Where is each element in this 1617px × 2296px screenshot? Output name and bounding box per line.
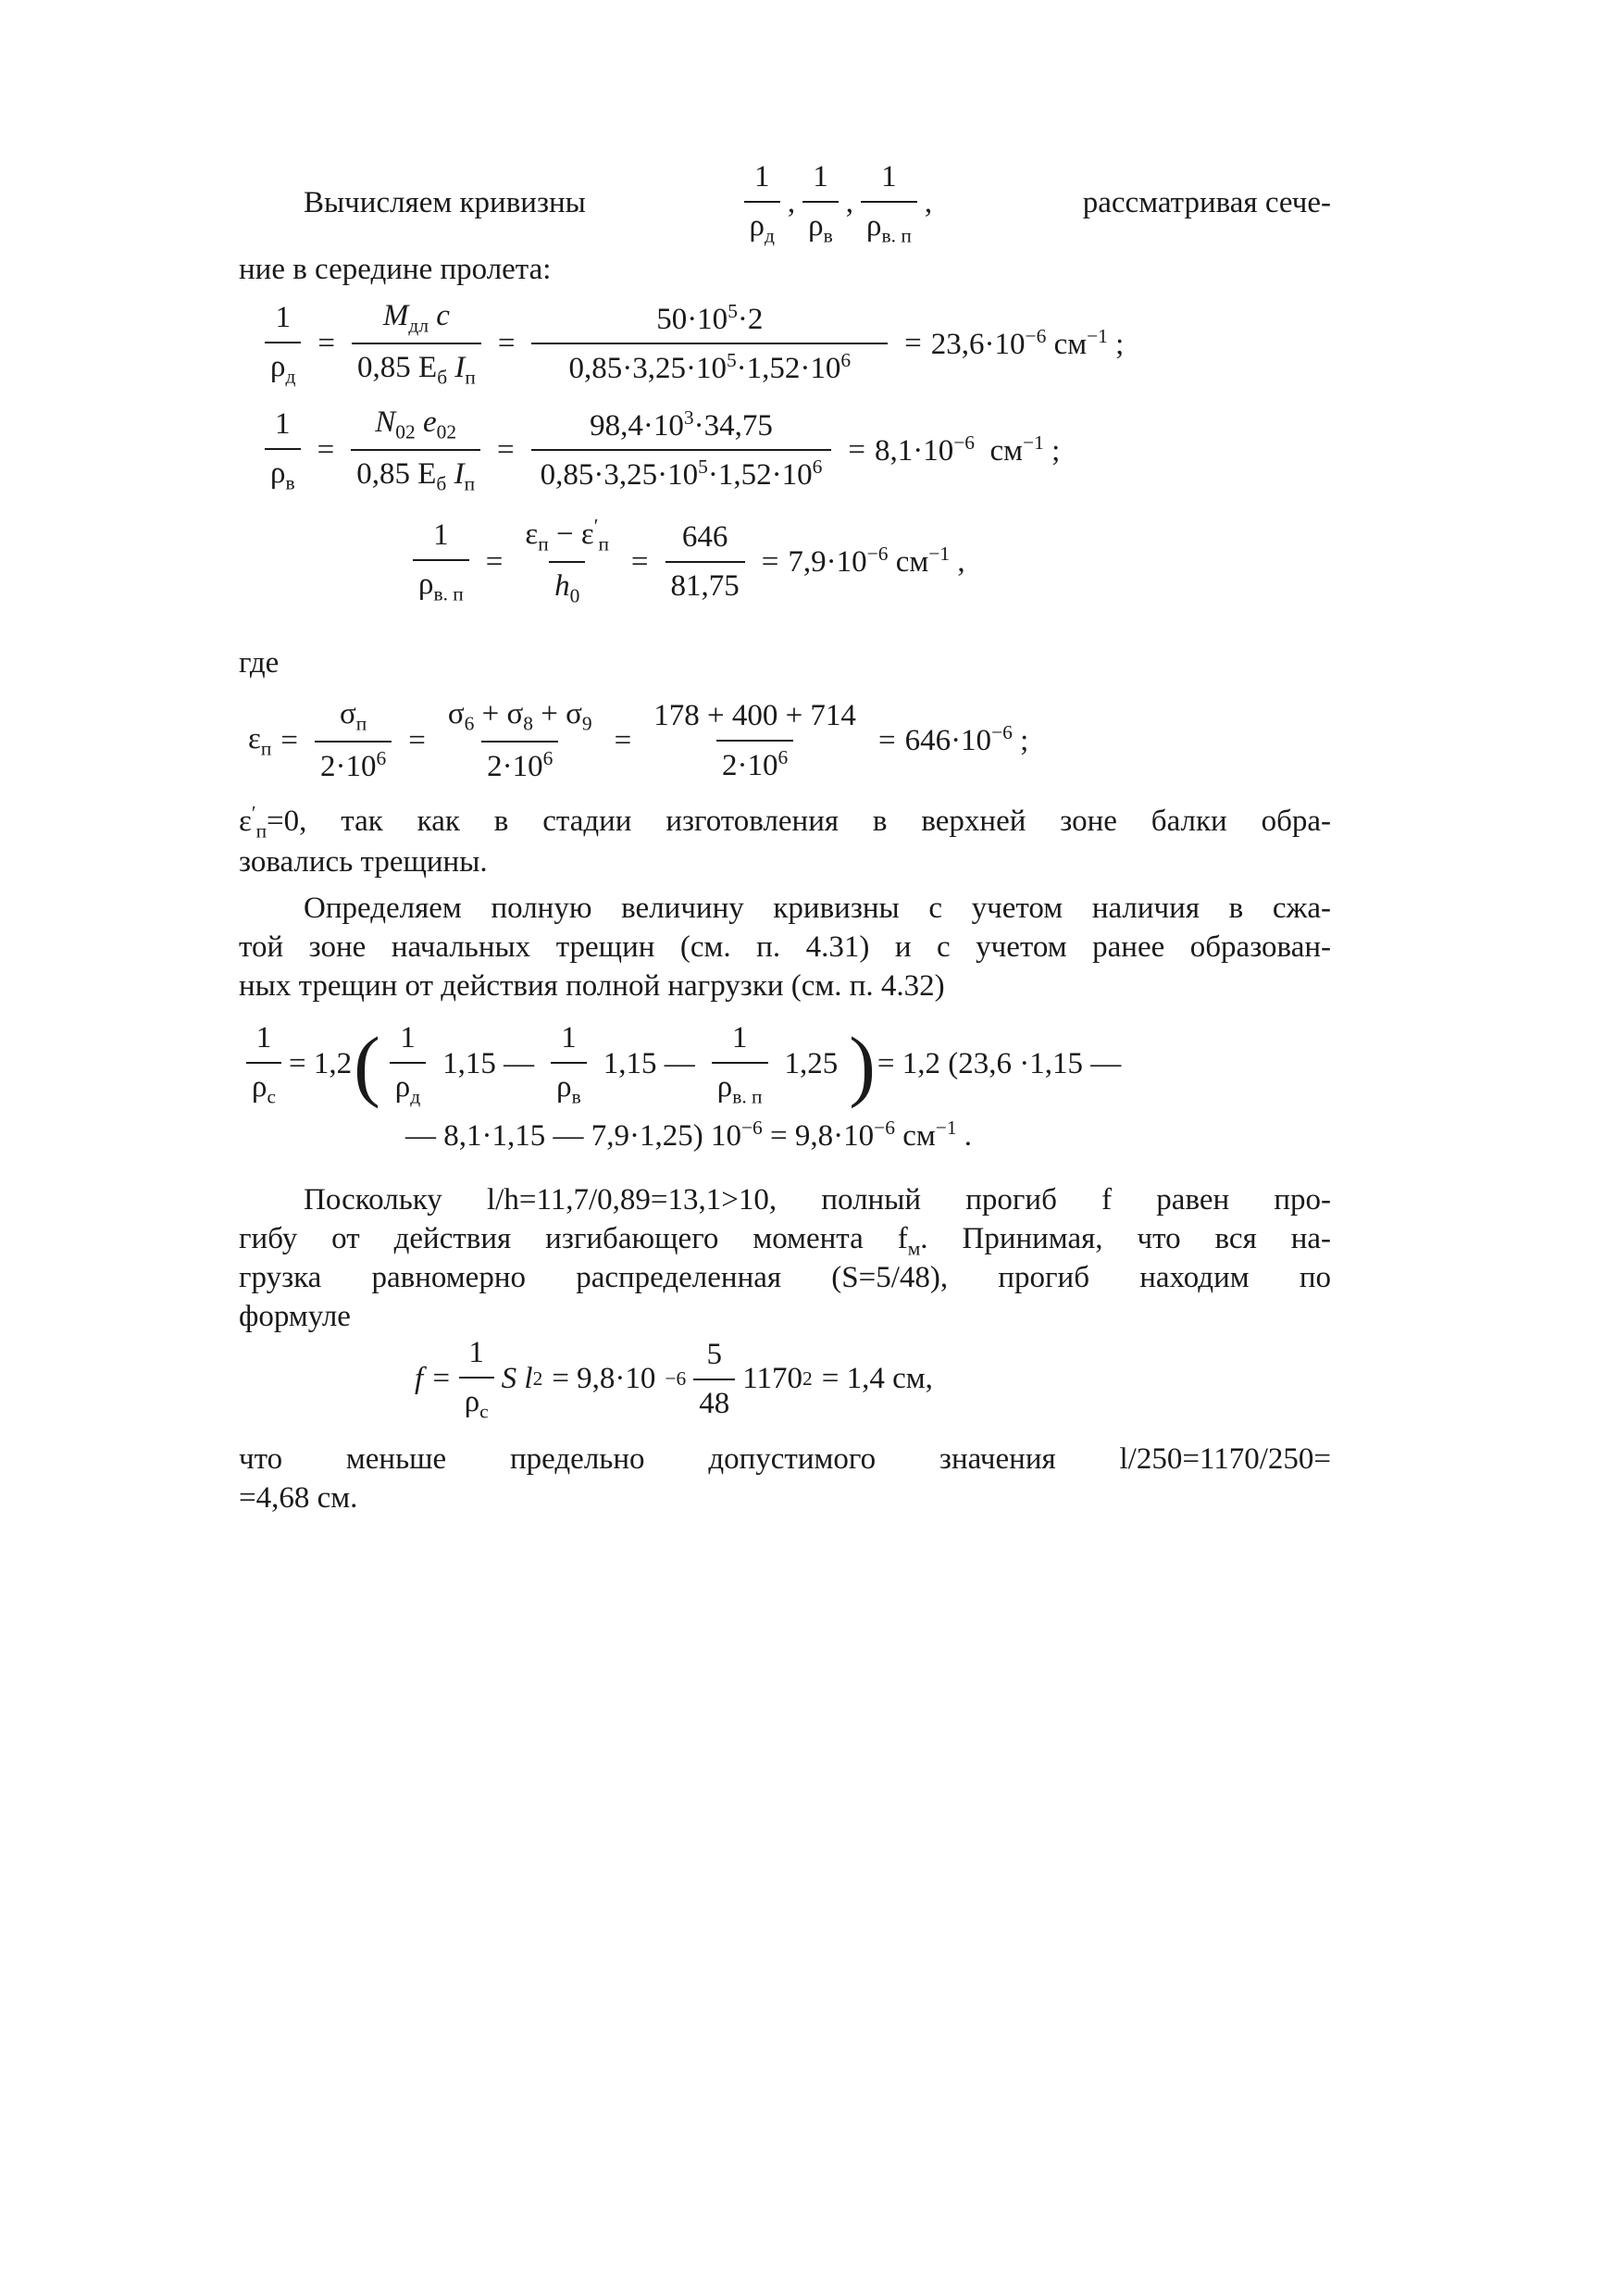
frac-num: 1: [400, 1021, 416, 1054]
frac-den: 48: [693, 1379, 735, 1424]
den-part: ·1,52·10: [707, 458, 813, 493]
rho-subscript: в: [571, 1085, 581, 1108]
eccentricity-subscript: 02: [436, 420, 457, 443]
p2-line2: той зоне начальных трещин (см. п. 4.31) и с учетом ранее образован-: [239, 930, 1331, 964]
exponent: −1: [928, 543, 951, 566]
eq3-symbolic: [519, 514, 615, 610]
p2-line3: ных трещин от действия полной нагрузки (см. п. 4.32): [239, 969, 945, 1003]
eq2-result: [875, 430, 1060, 471]
num-part: 50·10: [656, 302, 728, 336]
note-line2: зовались трещины.: [239, 845, 488, 879]
stress-plus: + σ: [532, 697, 582, 730]
exponent: −6: [740, 1117, 763, 1139]
inertia-symbol: I: [447, 351, 466, 385]
strain-symbol: ε: [248, 721, 261, 755]
equals-sign: =: [848, 433, 865, 468]
punctuation: ;: [1115, 327, 1125, 361]
eq5-lhs: [246, 1018, 281, 1110]
equation-curvature-d: [257, 296, 1124, 392]
stress-subscript: 6: [464, 712, 475, 735]
strain-subscript: п: [538, 532, 549, 555]
multiplier: 1,15 —: [603, 1047, 695, 1081]
eq5-line2: [405, 1116, 972, 1156]
exponent: 6: [777, 745, 789, 768]
punctuation: ;: [1051, 433, 1061, 468]
moment-symbol: M: [382, 299, 409, 332]
exponent: 6: [840, 349, 852, 372]
frac-num: 1: [255, 1021, 272, 1054]
p3-line1: Поскольку l/h=11,7/0,89=13,1>10, полный прогиб f равен про-: [304, 1183, 1331, 1217]
strain-minus: − ε: [548, 518, 594, 551]
frac-den: [712, 1062, 768, 1110]
frac-num: 1: [731, 1021, 748, 1054]
rho-subscript: д: [285, 365, 296, 388]
frac-den: [861, 201, 917, 249]
unit: см: [1053, 327, 1088, 361]
frac-num: 178 + 400 + 714: [653, 698, 856, 732]
frac-num: [584, 406, 778, 450]
eq4-f1: [315, 694, 392, 787]
eccentricity-symbol: e: [422, 406, 437, 439]
frac-den: 81,75: [665, 561, 745, 606]
eq5-continuation: — 8,1·1,15 — 7,9·1,25) 10: [405, 1119, 741, 1153]
prime-mark: ′: [251, 802, 256, 824]
frac-den: [352, 343, 481, 391]
stress-subscript: 8: [523, 712, 533, 735]
frac-den: [716, 740, 793, 786]
exponent: −6: [866, 543, 889, 566]
p3-line2: [239, 1219, 1331, 1262]
frac-num: [378, 296, 455, 343]
frac-num: 1: [275, 300, 291, 334]
eq3-numeric: [665, 518, 745, 606]
unit: см: [895, 545, 929, 580]
eq1-numeric: [531, 299, 888, 390]
frac-num: 1: [433, 518, 449, 553]
unit: см: [894, 1119, 936, 1153]
eq6-f2: [693, 1335, 735, 1424]
frac-den: [531, 449, 832, 495]
rho-subscript: в: [823, 224, 833, 247]
p1-line1: [304, 157, 1331, 249]
rho-symbol: ρ: [556, 1069, 572, 1104]
frac-den: [351, 449, 480, 497]
equals-sign: =: [317, 327, 336, 361]
exponent: −6: [1025, 324, 1047, 347]
height-symbol: h: [554, 569, 570, 604]
frac-num: 1: [753, 160, 770, 193]
eq4-result: [905, 720, 1029, 761]
frac-num: 5: [706, 1337, 722, 1371]
p2-line1: Определяем полную величину кривизны с учетом наличия в сжа-: [304, 892, 1331, 925]
punctuation: ,: [957, 545, 965, 580]
fraction-1-over-rho-v: [802, 157, 839, 249]
equals-sign: =: [904, 327, 922, 361]
equals-sign: =: [877, 723, 896, 757]
p4-line2: =4,68 см.: [239, 1481, 358, 1515]
inertia-subscript: п: [465, 367, 476, 390]
exponent: 3: [683, 406, 694, 429]
frac-den: [246, 1062, 281, 1110]
exponent: −6: [874, 1117, 895, 1139]
note-text: =0, так как в стадии изготовления в верхней зоне балки обра-: [267, 805, 1331, 838]
result-value: = 1,4 см,: [821, 1362, 933, 1396]
frac-den: [802, 201, 839, 249]
eq1-lhs: [265, 298, 301, 390]
equation-curvature-v: [257, 403, 1060, 498]
strain-subscript: п: [260, 737, 272, 760]
eq5-term-b: [551, 1018, 587, 1110]
frac-num: 646: [681, 520, 728, 555]
equals-sign: =: [761, 544, 779, 579]
rho-subscript: в: [285, 471, 295, 494]
eq3-lhs: [413, 516, 469, 607]
result-value: 8,1·10: [874, 433, 954, 468]
frac-den: [315, 741, 392, 787]
moment-subscript: дл: [408, 314, 429, 337]
den-text: 0,85 E: [356, 457, 437, 492]
result-value: 646·10: [904, 724, 992, 758]
note-line1: [239, 801, 1331, 844]
num-part: ·2: [737, 302, 764, 336]
num-part: 98,4·10: [590, 408, 684, 443]
fraction-1-over-rho-d: [744, 157, 780, 249]
frac-num: 1: [275, 406, 291, 441]
p3-text: гибу от действия изгибающего момента f: [239, 1222, 908, 1255]
p4-line1: что меньше предельно допустимого значения l/250=1170/250=: [239, 1442, 1331, 1476]
den-text: 0,85 E: [357, 351, 438, 385]
strain-symbol: ε: [239, 805, 252, 838]
rho-symbol: ρ: [808, 208, 824, 243]
den-part: 2·10: [319, 750, 377, 784]
rho-subscript: в. п: [881, 224, 912, 247]
frac-num: [369, 403, 462, 449]
frac-num: 1: [881, 160, 897, 193]
inertia-subscript: п: [464, 473, 476, 496]
eq4-f3: [648, 696, 862, 786]
equation-strain: [248, 694, 1028, 787]
p3-text: . Принимая, что вся на-: [920, 1222, 1331, 1255]
frac-num: [442, 694, 598, 741]
frac-den: [549, 561, 585, 609]
frac-den: [481, 741, 558, 787]
frac-den: [413, 559, 469, 607]
eq5-rhs: = 1,2 (23,6 ·1,15 —: [877, 1047, 1122, 1081]
equation-deflection: [415, 1333, 942, 1425]
force-symbol: N: [375, 406, 396, 439]
punctuation: ;: [1020, 724, 1029, 758]
frac-num: 1: [468, 1336, 484, 1369]
height-subscript: 0: [569, 585, 580, 608]
fraction-1-over-rho-vp: [861, 157, 917, 249]
frac-den: [390, 1062, 426, 1110]
rho-symbol: ρ: [270, 455, 286, 490]
stress-subscript: 9: [581, 712, 592, 735]
equation-total-curvature: [239, 1018, 1121, 1110]
moment-subscript: м: [907, 1237, 921, 1260]
frac-den: [459, 1377, 494, 1425]
den-part: 2·10: [487, 750, 543, 784]
deflection-symbol: f =: [415, 1362, 452, 1396]
eq3-result: [788, 542, 964, 582]
rho-symbol: ρ: [252, 1069, 267, 1104]
strain-symbol: ε: [525, 518, 539, 551]
rho-subscript: д: [765, 224, 775, 247]
strain-subscript: п: [255, 819, 267, 842]
stress-symbol: σ: [447, 697, 465, 730]
frac-den: [265, 342, 301, 390]
eq6-f1: [459, 1333, 494, 1425]
multiplier: 1,15 —: [442, 1047, 535, 1081]
frac-den: [744, 201, 780, 249]
rho-subscript: д: [410, 1085, 421, 1108]
den-part: 0,85·3,25·10: [568, 352, 727, 386]
stress-subscript: п: [355, 712, 367, 735]
equals-sign: =: [317, 433, 335, 468]
equals-sign: =: [497, 433, 515, 468]
frac-num: 1: [561, 1021, 577, 1054]
result-value: 7,9·10: [788, 545, 867, 580]
equation-curvature-vp: [405, 514, 965, 610]
equals-sign: =: [630, 544, 649, 579]
inertia-symbol: I: [446, 457, 465, 492]
p3-line3: грузка равномерно распределенная (S=5/48), прогиб находим по: [239, 1261, 1331, 1294]
force-subscript: 02: [395, 420, 416, 443]
p1-tail: рассматривая сече-: [1082, 186, 1331, 220]
frac-den: [551, 1062, 587, 1110]
exponent: 5: [698, 455, 708, 479]
frac-num: 1: [813, 160, 828, 193]
multiplier: 1,25: [784, 1047, 839, 1081]
rho-symbol: ρ: [270, 349, 286, 383]
eq5-term-a: [390, 1018, 426, 1110]
exponent: 5: [728, 299, 738, 322]
rho-symbol: ρ: [464, 1384, 480, 1418]
exponent: −1: [935, 1117, 957, 1139]
rho-symbol: ρ: [749, 208, 765, 243]
frac-den: [265, 448, 301, 496]
coefficient: = 1,2: [288, 1047, 353, 1081]
eq2-lhs: [265, 405, 301, 496]
eq5-result: = 9,8·10: [762, 1119, 875, 1153]
num-part: ·34,75: [693, 408, 773, 443]
eq1-symbolic: [352, 296, 481, 392]
den-subscript: б: [437, 367, 448, 390]
equals-sign: =: [614, 723, 632, 757]
exponent: −6: [991, 721, 1013, 744]
den-part: ·1,52·10: [736, 352, 841, 386]
den-part: 0,85·3,25·10: [540, 458, 699, 493]
eq4-lhs: [248, 719, 271, 762]
exponent: −1: [1087, 324, 1108, 347]
eq5-term-c: [712, 1018, 768, 1110]
exponent: −6: [665, 1366, 687, 1390]
exponent: 2: [802, 1366, 813, 1390]
den-subscript: б: [436, 473, 447, 496]
rho-subscript: с: [479, 1400, 489, 1423]
unit: см: [989, 433, 1024, 468]
rho-symbol: ρ: [418, 568, 434, 602]
stress-plus: + σ: [474, 697, 524, 730]
span-term: S l: [501, 1362, 533, 1396]
eq2-numeric: [531, 406, 832, 496]
exponent: 6: [542, 747, 554, 770]
strain-subscript: п: [598, 532, 609, 555]
close-paren: ): [849, 1019, 876, 1109]
result-value: 23,6·10: [930, 327, 1026, 361]
p1-line2: ние в середине пролета:: [239, 253, 552, 286]
rho-subscript: в. п: [732, 1085, 763, 1108]
equals-sign: =: [485, 544, 504, 579]
exponent: 2: [532, 1366, 543, 1390]
stress-symbol: σ: [339, 697, 356, 730]
p1-lead: Вычисляем кривизны: [304, 186, 586, 220]
exponent: 6: [812, 455, 823, 479]
equals-sign: =: [497, 327, 516, 361]
frac-num: [519, 514, 615, 561]
c-symbol: c: [429, 299, 450, 332]
frac-num: [334, 694, 372, 741]
exponent: −1: [1023, 430, 1044, 454]
rho-subscript: в. п: [433, 582, 464, 605]
exponent: −6: [953, 430, 976, 454]
p1-curvature-fractions: $\frac{1}{\rho_д}$ , $\frac{1}{\rho_в}$ , $\frac{1}{\rho_{в. п}}$ ,: [737, 157, 933, 249]
p3-line4: формуле: [239, 1300, 351, 1333]
exponent: 5: [726, 349, 737, 372]
rho-symbol: ρ: [394, 1069, 411, 1104]
frac-den: [531, 343, 888, 389]
rho-symbol: ρ: [716, 1069, 733, 1104]
punctuation: .: [956, 1119, 973, 1153]
exponent: 6: [376, 747, 387, 770]
span-value: 1170: [742, 1362, 803, 1396]
frac-num: [651, 299, 768, 343]
prime-mark: ′: [593, 515, 599, 537]
eq4-f2: [442, 694, 598, 787]
eq1-result: [931, 324, 1125, 365]
eq2-symbolic: [351, 403, 480, 498]
rho-symbol: ρ: [866, 208, 882, 243]
value: = 9,8·10: [552, 1362, 656, 1396]
equals-sign: =: [408, 723, 426, 757]
where-label: где: [239, 646, 280, 680]
den-part: 2·10: [721, 748, 778, 782]
open-paren: (: [354, 1019, 380, 1109]
equals-sign: =: [280, 723, 298, 757]
rho-subscript: с: [267, 1085, 276, 1108]
